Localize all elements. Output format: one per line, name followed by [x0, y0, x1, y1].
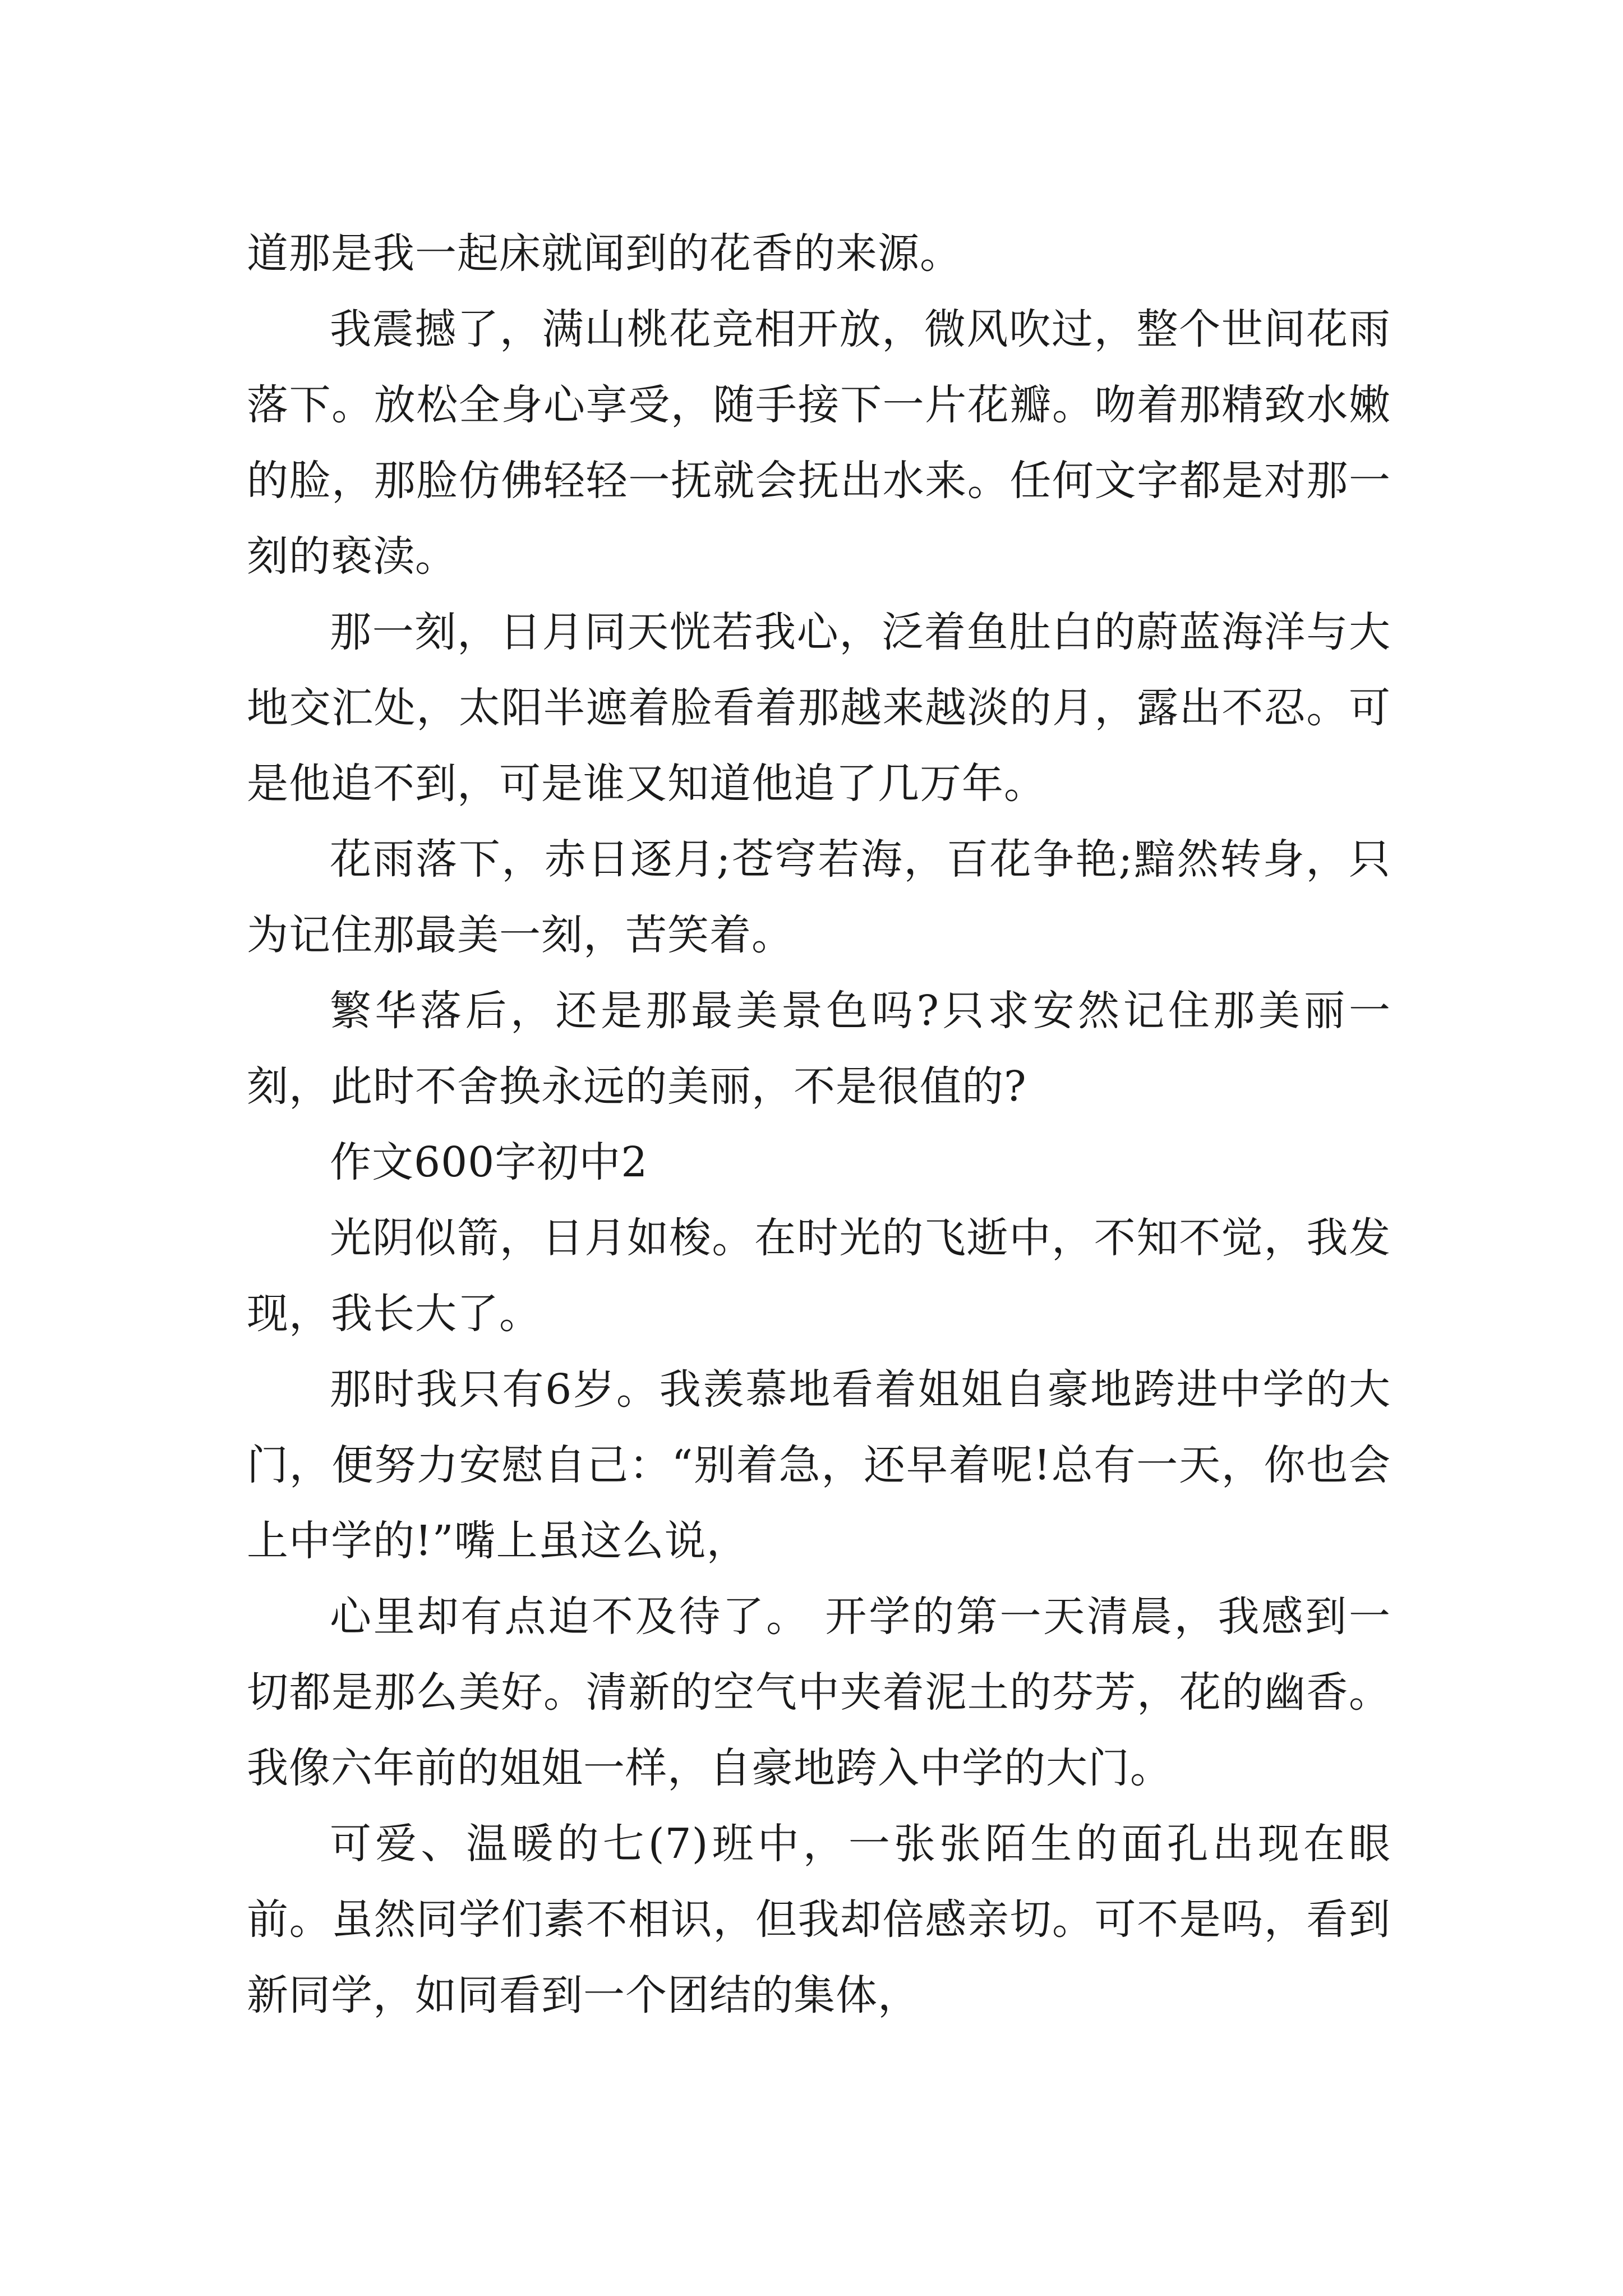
section-heading: 作文600字初中2 [330, 1138, 648, 1186]
paragraph-5: 繁华落后，还是那最美景色吗?只求安然记住那美丽一刻，此时不舍换永远的美丽，不是很值的? [247, 987, 1391, 1111]
paragraph-1: 道那是我一起床就闻到的花香的来源。 [247, 229, 962, 278]
paragraph-4: 花雨落下，赤日逐月;苍穹若海，百花争艳;黯然转身，只为记住那最美一刻，苦笑着。 [247, 835, 1391, 959]
paragraph-2: 我震撼了，满山桃花竞相开放，微风吹过，整个世间花雨落下。放松全身心享受，随手接下一片花瓣。吻着那精致水嫩的脸，那脸仿佛轻轻一抚就会抚出水来。任何文字都是对那一刻的亵渎。 [247, 305, 1391, 581]
document-body [247, 216, 1391, 2033]
paragraph-9: 心里却有点迫不及待了。 开学的第一天清晨，我感到一切都是那么美好。清新的空气中夹着泥土的芬芳，花的幽香。我像六年前的姐姐一样，自豪地跨入中学的大门。 [247, 1593, 1391, 1792]
paragraph-10: 可爱、温暖的七(7)班中，一张张陌生的面孔出现在眼前。虽然同学们素不相识，但我却倍感亲切。可不是吗，看到新同学，如同看到一个团结的集体， [247, 1820, 1391, 2019]
paragraph-7: 光阴似箭，日月如梭。在时光的飞逝中，不知不觉，我发现，我长大了。 [247, 1214, 1391, 1338]
paragraph-8: 那时我只有6岁。我羡慕地看着姐姐自豪地跨进中学的大门，便努力安慰自己：“别着急，还早着呢!总有一天，你也会上中学的!”嘴上虽这么说， [247, 1365, 1391, 1565]
paragraph-3: 那一刻，日月同天恍若我心，泛着鱼肚白的蔚蓝海洋与大地交汇处，太阳半遮着脸看着那越来越淡的月，露出不忍。可是他追不到，可是谁又知道他追了几万年。 [247, 608, 1391, 808]
